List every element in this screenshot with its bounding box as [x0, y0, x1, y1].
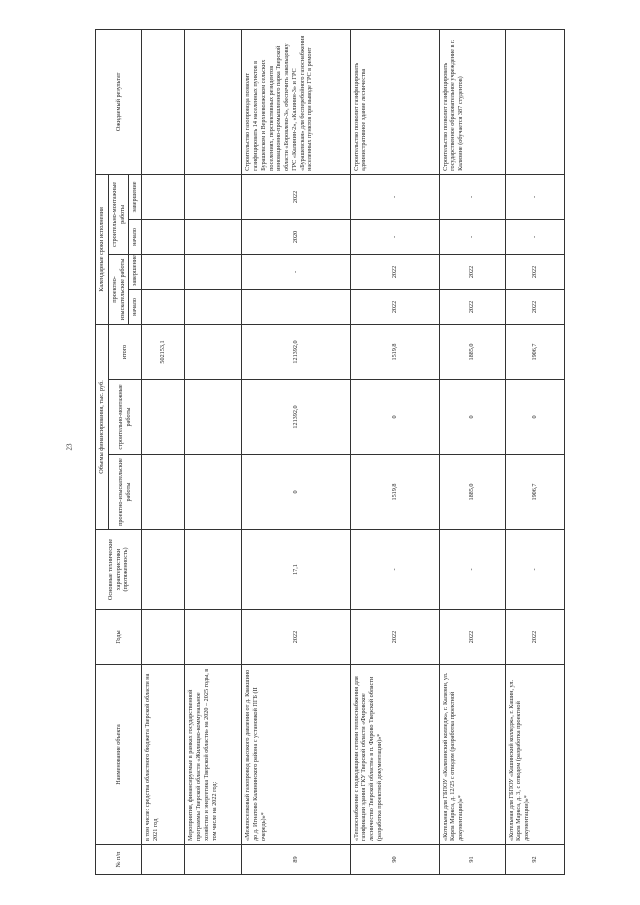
row-fin-construction: 0: [350, 380, 439, 455]
row-expected-result: [142, 29, 185, 174]
table-row: [505, 29, 564, 874]
row-fin-total: [185, 324, 242, 379]
header-name: Наименование объекта: [96, 665, 142, 845]
header-expected-result: Ожидаемый результат: [96, 29, 142, 174]
row-construction-start: [185, 219, 242, 254]
row-construction-end: -: [350, 174, 439, 219]
row-name: «Межпоселковый газопровод высокого давления от д. Квакшино до д. Игнатово Калининского района с установкой ПГБ (II очередь)»*: [242, 665, 350, 845]
row-characteristics: [142, 530, 185, 610]
row-number: 91: [439, 845, 505, 875]
row-characteristics: 17,1: [242, 530, 350, 610]
row-construction-start: -: [439, 219, 505, 254]
row-design-start: 2022: [505, 289, 564, 324]
header-fin-construction: строительно-монтажные работы: [108, 380, 141, 455]
table-body: [142, 29, 565, 874]
row-name: «Котельная для ГБПОУ «Кашинский колледж», г. Кашин, ул. Карла Маркса, д. 3, с отводом (разработка проектной документации)»*: [505, 665, 564, 845]
row-construction-start: -: [505, 219, 564, 254]
header-characteristics: Основные технические характеристики (протяженность): [96, 530, 142, 610]
row-number: [142, 845, 185, 875]
row-design-end: -: [242, 254, 350, 289]
row-years: 2022: [350, 610, 439, 665]
row-fin-construction: 0: [505, 380, 564, 455]
row-name: «Теплоснабжение с подводящими сетями теплоснабжения для газификации здания ГКУ Тверской области «Фировское лесничество Тверской области» в п. Фирово Тверской области (разработка проектной документации)»*: [350, 665, 439, 845]
row-fin-design: [142, 455, 185, 530]
row-fin-design: 1519,8: [350, 455, 439, 530]
row-design-end: [185, 254, 242, 289]
row-years: 2022: [242, 610, 350, 665]
row-construction-start: [142, 219, 185, 254]
row-construction-start: -: [350, 219, 439, 254]
row-design-start: 2022: [350, 289, 439, 324]
header-construction-end: завершение: [129, 174, 142, 219]
header-fin-design: проектно-изыскательские работы: [108, 455, 141, 530]
row-fin-design: 1885,0: [439, 455, 505, 530]
row-construction-start: 2020: [242, 219, 350, 254]
header-financing: Объемы финансирования, тыс. руб.: [96, 324, 109, 529]
row-design-start: 2022: [439, 289, 505, 324]
header-design-end: завершение: [129, 254, 142, 289]
row-design-end: 2022: [350, 254, 439, 289]
row-fin-total: 1885,0: [439, 324, 505, 379]
header-deadlines: Календарные сроки исполнения: [96, 174, 109, 324]
row-years: [142, 610, 185, 665]
row-fin-construction: 121392,0: [242, 380, 350, 455]
row-expected-result: [505, 29, 564, 174]
row-fin-construction: 0: [439, 380, 505, 455]
row-construction-end: [185, 174, 242, 219]
header-num: № п/п: [96, 845, 142, 875]
row-name: «Котельная для ГБПОУ «Калязинский колледж», г. Калязин, ул. Карла Маркса, д. 12/25 с отводом (разработка проектной документации)»*: [439, 665, 505, 845]
row-name: Мероприятия, финансируемые в рамках государственной программы Тверской области «Жилищно-коммунальное хозяйство и энергетика Тверской области» на 2020 – 2025 годы, в том числе на 2022 год:: [185, 665, 242, 845]
header-fin-total: итого: [108, 324, 141, 379]
row-design-end: 2022: [505, 254, 564, 289]
table-row: [439, 29, 505, 874]
row-fin-design: [185, 455, 242, 530]
objects-table: [95, 29, 565, 875]
row-number: 90: [350, 845, 439, 875]
row-construction-end: -: [439, 174, 505, 219]
row-design-start: [242, 289, 350, 324]
row-characteristics: -: [350, 530, 439, 610]
row-characteristics: -: [505, 530, 564, 610]
row-years: [185, 610, 242, 665]
table-row: [242, 29, 350, 874]
row-fin-design: 0: [242, 455, 350, 530]
row-fin-total: 1906,7: [505, 324, 564, 379]
table-row: [185, 29, 242, 874]
row-number: 89: [242, 845, 350, 875]
row-fin-total: 121392,0: [242, 324, 350, 379]
row-number: 92: [505, 845, 564, 875]
header-years: Годы: [96, 610, 142, 665]
row-name: в том числе: средства областного бюджета Тверской области на 2021 год: [142, 665, 185, 845]
header-deadline-construction: строительно-монтажные работы: [108, 174, 129, 254]
row-fin-construction: [142, 380, 185, 455]
row-fin-design: 1906,7: [505, 455, 564, 530]
header-deadline-design: проектно-изыскательские работы: [108, 254, 129, 324]
row-expected-result: Строительство позволит газифицировать административное здание лесничества: [350, 29, 439, 174]
row-expected-result: Строительство позволит газифицировать государственное образовательное учреждение в г. Калязине (обучается 387 студентов): [439, 29, 505, 174]
row-fin-total: 1519,8: [350, 324, 439, 379]
row-number: [185, 845, 242, 875]
row-expected-result: Строительство газопровода позволит газифицировать 14 населенных пунктов в Бурашевском и Верхневолжском сельских поселениях, перспективных резидентов инновационно-промышленного парка Тверской области «Боровлево-3», обеспечить закольцовку ГРС «Калинин-2», «Калинин-3» и ГРС «Бурашевская» для бесперебойного газоснабжения населенных пунктов при выводе ГРС в ремонт: [242, 29, 350, 174]
row-years: 2022: [505, 610, 564, 665]
header-construction-start: начало: [129, 219, 142, 254]
table-row: [350, 29, 439, 874]
row-characteristics: [185, 530, 242, 610]
row-design-end: [142, 254, 185, 289]
table-row: [142, 29, 185, 874]
header-design-start: начало: [129, 289, 142, 324]
page-number: 23: [65, 443, 74, 451]
rotated-table-container: [95, 30, 565, 875]
row-characteristics: -: [439, 530, 505, 610]
row-design-start: [142, 289, 185, 324]
row-construction-end: [142, 174, 185, 219]
row-construction-end: 2022: [242, 174, 350, 219]
row-fin-construction: [185, 380, 242, 455]
row-years: 2022: [439, 610, 505, 665]
row-construction-end: -: [505, 174, 564, 219]
row-design-end: 2022: [439, 254, 505, 289]
row-design-start: [185, 289, 242, 324]
row-fin-total: 502153,1: [142, 324, 185, 379]
row-expected-result: [185, 29, 242, 174]
